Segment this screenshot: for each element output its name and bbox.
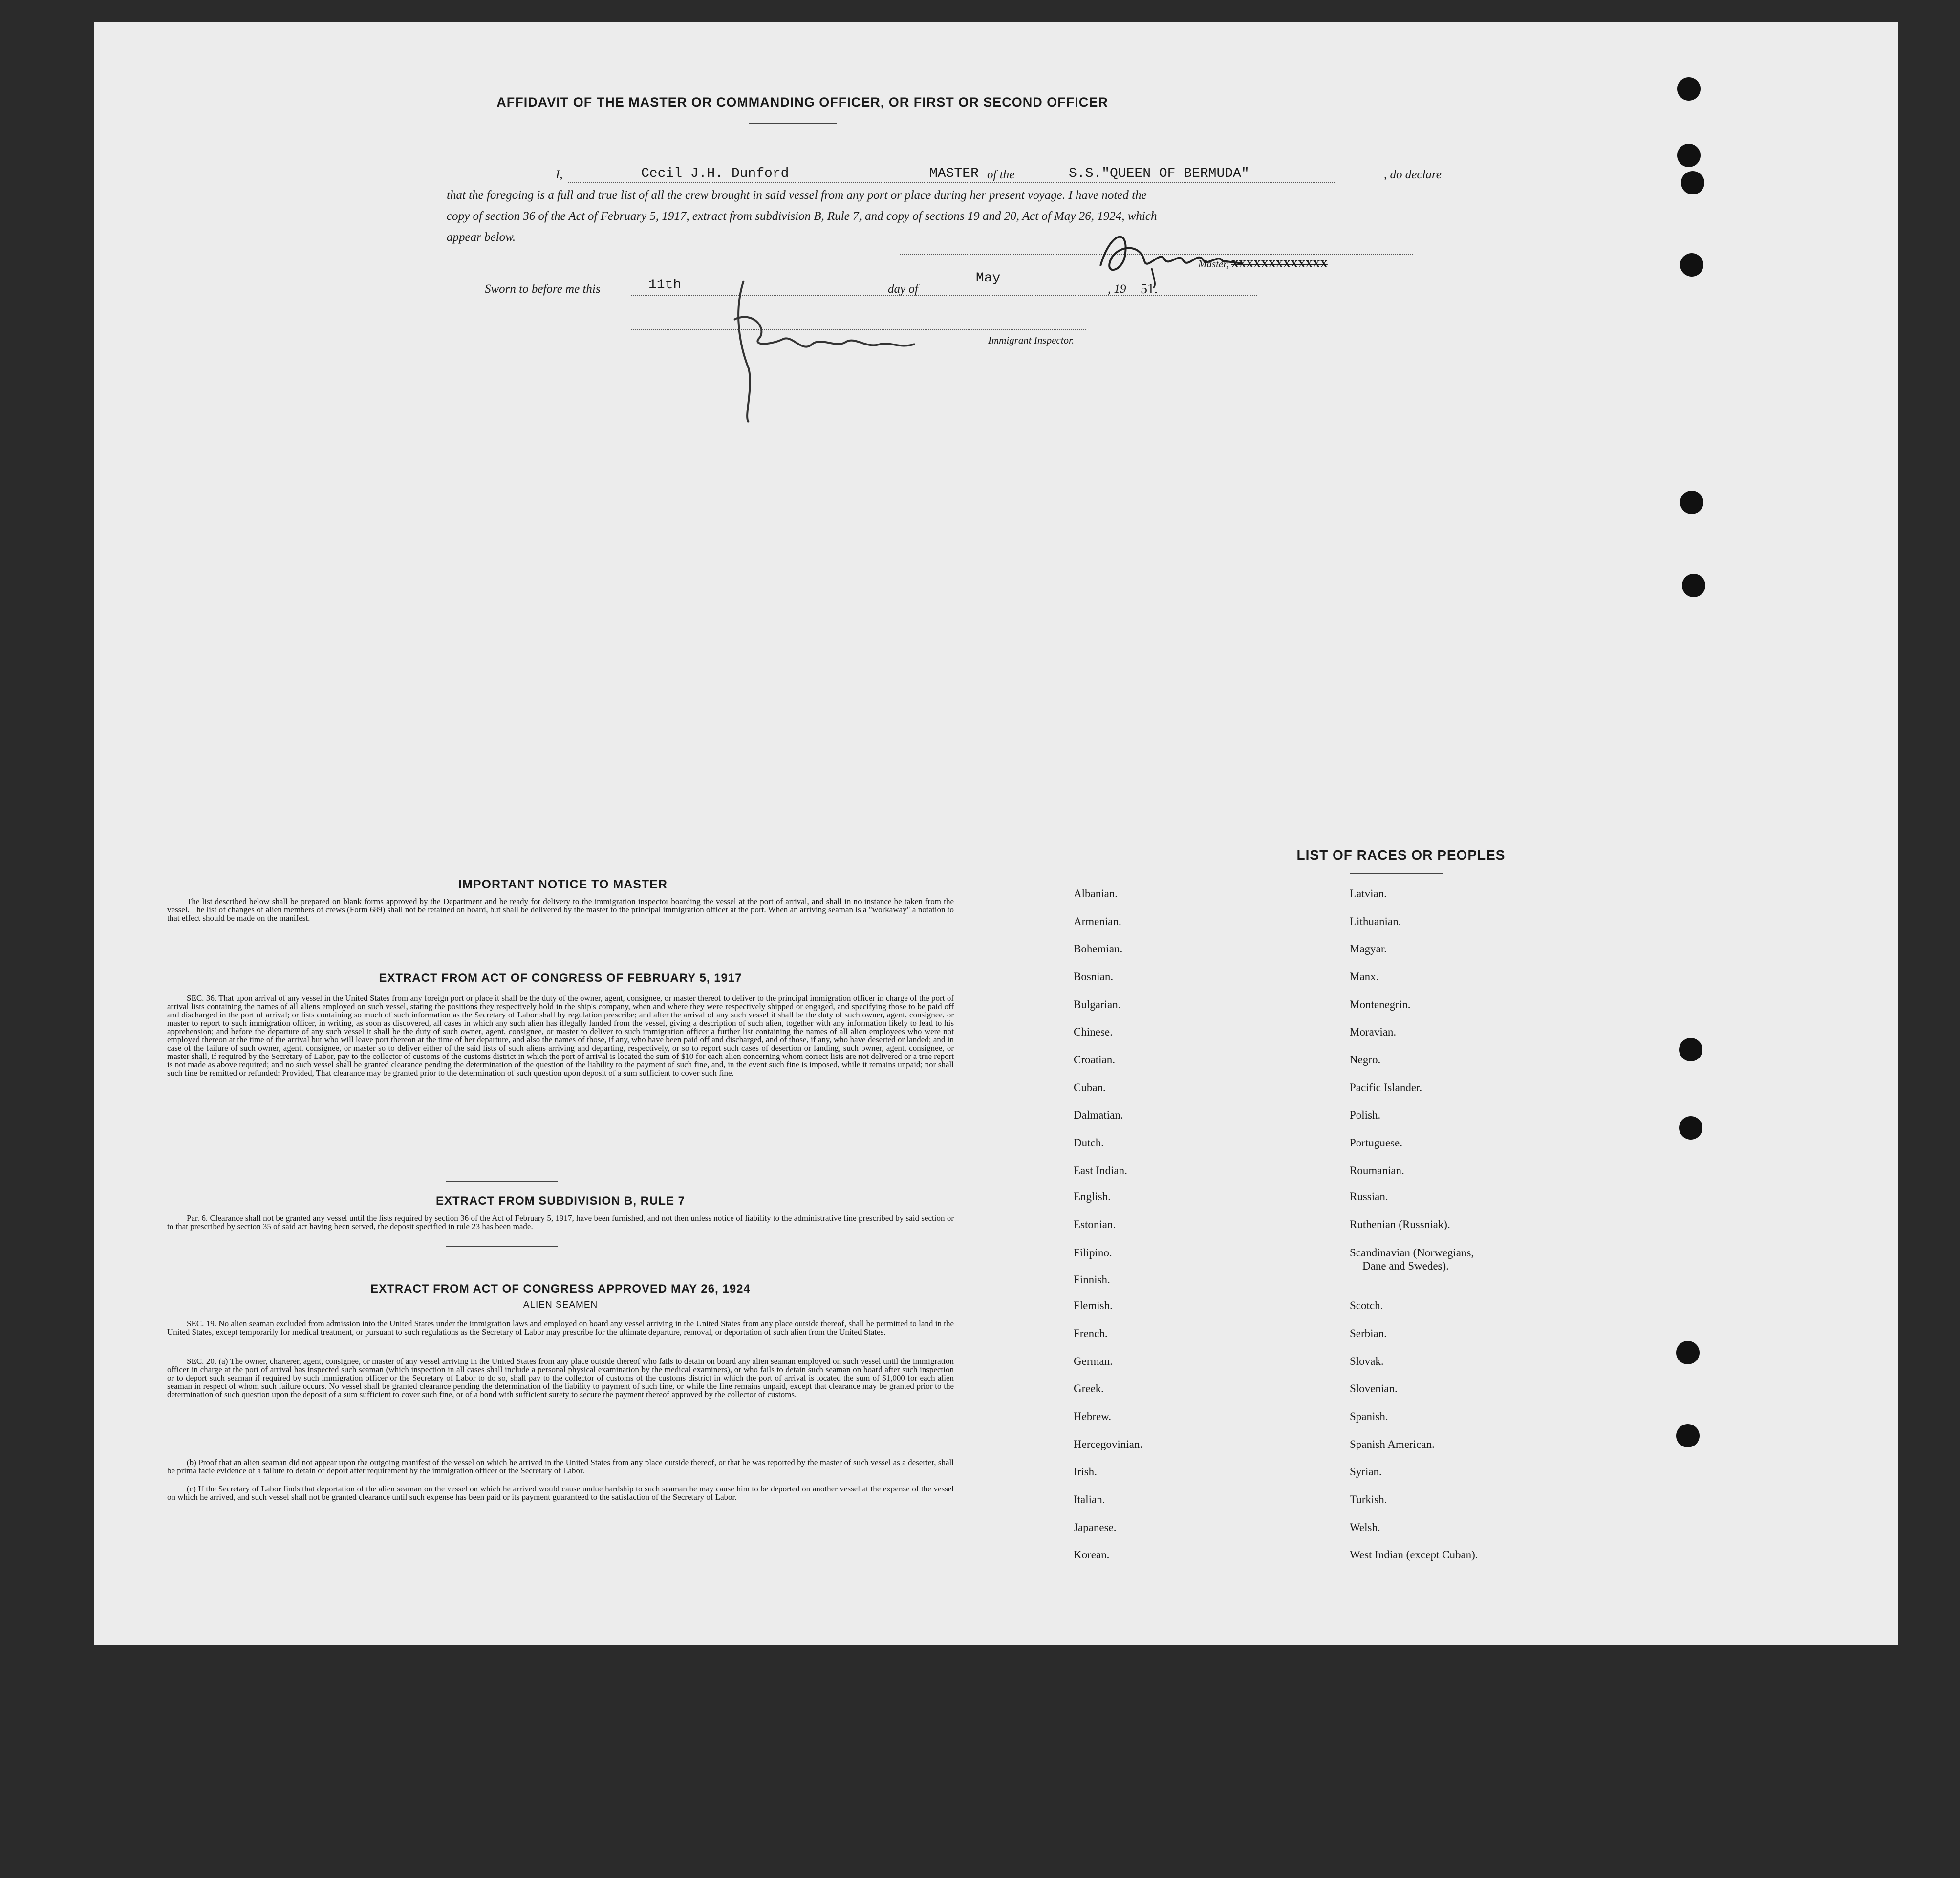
race-item: English. [1074, 1190, 1111, 1203]
section-20b-text: (b) Proof that an alien seaman did not appear upon the outgoing manifest of the vessel on which he arrived in the United States from any place outside thereof, or that he was reported by the master of such vessel as a deserter, shall be prima facie evidence of a failure to detain or deport after requirement by the immigration officer or the Secretary of Labor. [167, 1458, 954, 1475]
master-caption [1198, 258, 1328, 270]
master-name: Cecil J.H. Dunford [641, 166, 789, 181]
section-19-text: SEC. 19. No alien seaman excluded from admission into the United States under the immigration laws and employed on board any vessel arriving in the United States from any place outside thereof, shall be permitted to land in the United States, except temporarily for medical treatment, or pursuant to such regulations as the Secretary of Labor may prescribe for the ultimate departure, removal, or deportation of such alien from the United States. [167, 1319, 954, 1337]
extract-1917-text: SEC. 36. That upon arrival of any vessel in the United States from any foreign port or place it shall be the duty of the owner, agent, consignee, or master thereof to deliver to the principal immigration officer in charge of the port of arrival lists containing the names of all aliens employed on such vessel, stating the positions they respectively hold in the ship's company, when and where they were respectively shipped or engaged, and specifying those to be paid off and discharged in the port of arrival; or lists containing so much of such information as the Secretary of Labor shall by regulation prescribe; and after the arrival of any such vessel it shall be the duty of such owner, agent, consignee, or master to report to such immigration officer, in writing, as soon as discovered, all cases in which any such alien has illegally landed from the vessel, giving a description of such alien, together with any information likely to lead to his apprehension; and before the departure of any such vessel it shall be the duty of such owner, agent, consignee, or master to deliver to such immigration officer a further list containing the names of all alien employees who were not employed thereon at the time of the arrival but who will leave port thereon at the time of her departure, and also the names of those, if any, who have been paid off and discharged, and of those, if any, who have deserted or landed; and in case of the failure of such owner, agent, consignee, or master so to deliver either of the said lists of such aliens arriving and departing, respectively, or so to report such cases of desertion or landing, such owner, agent, consignee, or master shall, if required by the Secretary of Labor, pay to the collector of customs of the customs district in which the port of arrival is located the sum of $10 for each alien concerning whom correct lists are not delivered or a true report is not made as above required; and no such vessel shall be granted clearance pending the determination of the question of the liability to the payment of such fine, and, in the event such fine is imposed, while it remains unpaid; nor shall such fine be remitted or refunded: Provided, That clearance may be granted prior to the determination of such question upon deposit of a sum sufficient to cover such fine. [167, 993, 954, 1078]
master-caption-label: Master, [1198, 258, 1231, 270]
sworn-month: May [976, 271, 1001, 286]
punch-hole [1676, 1424, 1700, 1447]
race-item: Chinese. [1074, 1026, 1113, 1038]
alien-seamen-subtitle: ALIEN SEAMEN [523, 1300, 598, 1310]
race-item: Hebrew. [1074, 1410, 1112, 1423]
punch-hole [1682, 574, 1705, 597]
race-item: Syrian. [1350, 1466, 1382, 1478]
affidavit-line3: copy of section 36 of the Act of February 5, 1917, extract from subdivision B, Rule 7, and copy of sections 19 and 20, Act of May 26, 1924, which [447, 210, 1157, 223]
race-item: Croatian. [1074, 1054, 1115, 1066]
race-item: Armenian. [1074, 915, 1121, 928]
race-item: Finnish. [1074, 1274, 1110, 1286]
race-item: Greek. [1074, 1382, 1104, 1395]
affidavit-title: AFFIDAVIT OF THE MASTER OR COMMANDING OFFICER, OR FIRST OR SECOND OFFICER [496, 95, 1108, 109]
race-item: Hercegovinian. [1074, 1438, 1143, 1450]
race-item: Italian. [1074, 1493, 1105, 1506]
of-the-label: of the [987, 168, 1015, 181]
master-signature [1096, 222, 1257, 290]
race-item: German. [1074, 1355, 1113, 1367]
punch-hole [1676, 1341, 1700, 1364]
affidavit-line4: appear below. [447, 231, 516, 244]
divider [1350, 873, 1443, 874]
divider [446, 1181, 558, 1182]
day-of-label: day of [888, 282, 918, 296]
race-item: Bohemian. [1074, 943, 1123, 955]
extract-1924-title: EXTRACT FROM ACT OF CONGRESS APPROVED MAY 26, 1924 [370, 1282, 751, 1295]
race-item: Slovak. [1350, 1355, 1384, 1367]
race-item: Magyar. [1350, 943, 1387, 955]
race-item: Portuguese. [1350, 1137, 1402, 1149]
race-item: East Indian. [1074, 1165, 1127, 1177]
race-item: Spanish American. [1350, 1438, 1435, 1450]
race-item: Montenegrin. [1350, 998, 1411, 1011]
race-item: Ruthenian (Russniak). [1350, 1218, 1450, 1230]
race-item: West Indian (except Cuban). [1350, 1549, 1478, 1561]
races-title: LIST OF RACES OR PEOPLES [1296, 847, 1506, 863]
race-item: Dutch. [1074, 1137, 1104, 1149]
punch-hole [1681, 171, 1704, 194]
race-item: Bulgarian. [1074, 998, 1121, 1011]
race-item: Scotch. [1350, 1299, 1383, 1312]
race-item: Lithuanian. [1350, 915, 1401, 928]
punch-hole [1680, 253, 1703, 277]
punch-hole [1677, 77, 1701, 101]
race-item: Polish. [1350, 1109, 1381, 1121]
race-item: Albanian. [1074, 887, 1118, 900]
race-item: Bosnian. [1074, 971, 1114, 983]
punch-hole [1679, 1038, 1702, 1061]
race-item: Korean. [1074, 1549, 1110, 1561]
race-item: Turkish. [1350, 1493, 1387, 1506]
notice-title: IMPORTANT NOTICE TO MASTER [458, 878, 668, 891]
race-item: Latvian. [1350, 887, 1387, 900]
race-item: Cuban. [1074, 1081, 1106, 1094]
race-item: Slovenian. [1350, 1382, 1398, 1395]
race-item: Russian. [1350, 1190, 1388, 1203]
notice-text: The list described below shall be prepared on blank forms approved by the Department and be ready for delivery to the immigration inspector boarding the vessel at the port of arrival, and shall in no instance be taken from the vessel. The list of changes of alien members of crews (Form 689) shall not be retained on board, but shall be delivered by the master to the principal immigration officer at the port. When an arriving seaman is a "workaway" a notation to that effect should be made on the manifest. [167, 897, 954, 923]
race-item: Dalmatian. [1074, 1109, 1123, 1121]
race-item: Pacific Islander. [1350, 1081, 1422, 1094]
sworn-day: 11th [648, 278, 682, 293]
race-item: Flemish. [1074, 1299, 1113, 1312]
punch-hole [1679, 1116, 1702, 1140]
do-declare-label: , do declare [1384, 168, 1442, 181]
race-item: Roumanian. [1350, 1165, 1404, 1177]
punch-hole [1680, 491, 1703, 514]
extract-1917-title: EXTRACT FROM ACT OF CONGRESS OF FEBRUARY 5, 1917 [379, 971, 742, 985]
race-item: Negro. [1350, 1054, 1381, 1066]
inspector-signature [724, 271, 988, 427]
divider [446, 1246, 558, 1247]
title-divider [749, 123, 837, 124]
affidavit-line2: that the foregoing is a full and true list of all the crew brought in said vessel from any port or place during her present voyage. I have noted the [447, 189, 1147, 202]
sworn-label: Sworn to before me this [485, 282, 601, 296]
race-item: Estonian. [1074, 1218, 1116, 1230]
race-item: Manx. [1350, 971, 1379, 983]
extract-rule7-text: Par. 6. Clearance shall not be granted any vessel until the lists required by section 36 of the Act of February 5, 1917, have been furnished, and not then unless notice of liability to the administrative fine prescribed by said section or to that prescribed by section 35 of said act having been served, the deposit specified in rule 23 has been made. [167, 1213, 954, 1231]
vessel-name: S.S."QUEEN OF BERMUDA" [1069, 166, 1249, 181]
race-item: Welsh. [1350, 1521, 1380, 1533]
race-item: Dane and Swedes). [1362, 1260, 1449, 1272]
race-item: Japanese. [1074, 1521, 1117, 1533]
punch-hole [1677, 144, 1701, 167]
section-20c-text: (c) If the Secretary of Labor finds that deportation of the alien seaman on the vessel on which he arrived would cause undue hardship to such seaman he may cause him to be deported on another vessel at the expense of the vessel on which he arrived, and such vessel shall not be granted clearance until such expense has been paid or its payment guaranteed to the satisfaction of the Secretary of Labor. [167, 1484, 954, 1502]
race-item: Scandinavian (Norwegians, [1350, 1247, 1474, 1259]
race-item: Irish. [1074, 1466, 1097, 1478]
year-prefix: , 19 [1108, 282, 1126, 296]
race-item: French. [1074, 1327, 1108, 1339]
race-item: Moravian. [1350, 1026, 1397, 1038]
race-item: Filipino. [1074, 1247, 1112, 1259]
race-item: Serbian. [1350, 1327, 1387, 1339]
race-item: Spanish. [1350, 1410, 1388, 1423]
struck-text: XXXXXXXXXXXXX [1231, 258, 1328, 270]
extract-rule7-title: EXTRACT FROM SUBDIVISION B, RULE 7 [435, 1194, 686, 1208]
year-suffix: 51. [1141, 281, 1158, 297]
i-label: I, [556, 168, 563, 181]
rank: MASTER [929, 166, 979, 181]
inspector-caption: Immigrant Inspector. [988, 334, 1075, 346]
section-20a-text: SEC. 20. (a) The owner, charterer, agent, consignee, or master of any vessel arriving in the United States from any place outside thereof who fails to detain on board any alien seaman employed on such vessel until the immigration officer in charge at the port of arrival has inspected such seaman (which inspection in all cases shall include a personal physical examination by the medical examiners), or who fails to detain such seaman on board after such inspection or to deport such seaman if required by such immigration officer or the Secretary of Labor to do so, shall pay to the collector of customs of the customs district in which the port of arrival is located the sum of $1,000 for each alien seaman in respect of whom such failure occurs. No vessel shall be granted clearance pending the determination of the liability to payment of such fine, or while the fine remains unpaid, except that clearance may be granted prior to the determination of such question upon the deposit of a sum sufficient to cover such fine, or of a bond with sufficient surety to secure the payment thereof approved by the collector of customs. [167, 1357, 954, 1399]
document-page [94, 22, 1898, 1645]
affidavit-line1 [446, 168, 1462, 188]
